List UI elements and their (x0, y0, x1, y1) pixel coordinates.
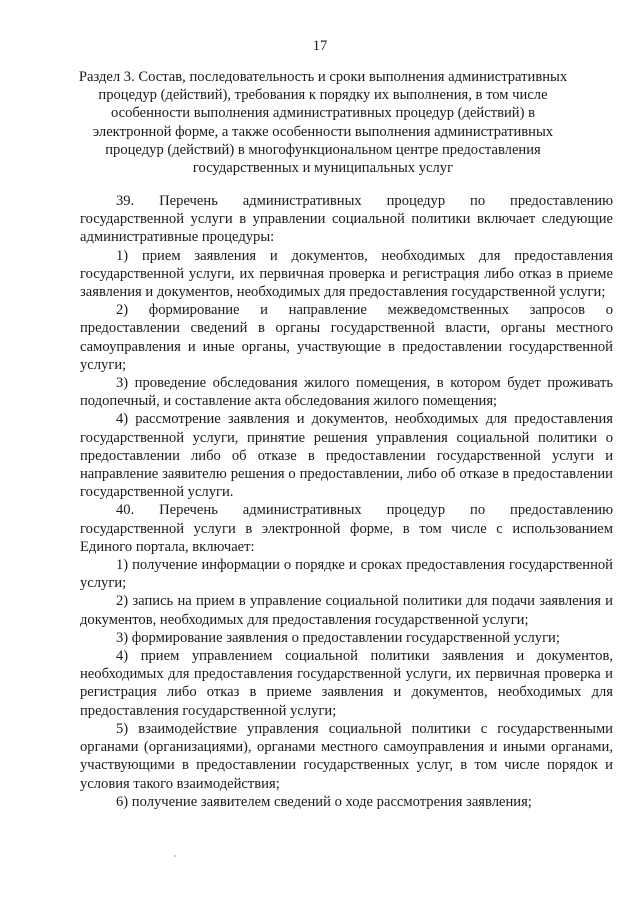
list-item-40-2: 2) запись на прием в управление социальной политики для подачи заявления и документов, необходимых для предоставления государственной услуги; (80, 593, 613, 628)
scan-artifact-dot (174, 855, 176, 857)
list-item-39-2: 2) формирование и направление межведомственных запросов о предоставлении сведений в органы государственной власти, органы местного самоуправления и иные органы, участвующие в предоставлении государственной услуги; (80, 302, 613, 373)
list-item-40-1: 1) получение информации о порядке и сроках предоставления государственной услуги; (80, 557, 613, 592)
list-item-39-1: 1) прием заявления и документов, необходимых для предоставления государственной услуги, их первичная проверка и регистрация либо отказ в приеме заявления и документов, необходимых для предоставления государственной услуги; (80, 247, 613, 301)
list-item-40-3: 3) формирование заявления о предоставлении государственной услуги; (116, 629, 560, 646)
paragraph-39-intro: 39. Перечень административных процедур по предоставлению государственной услуги в управлении социальной политики включает следующие административные процедуры: (80, 193, 613, 246)
page-number: 17 (312, 38, 328, 54)
list-item-40-6: 6) получение заявителем сведений о ходе рассмотрения заявления; (116, 793, 532, 810)
list-item-40-5: 5) взаимодействие управления социальной политики с государственными органами (организациями), органами местного самоуправления и иными органами, участвующими в предоставлении государственных услуг, в том числе порядок и условия такого взаимодействия; (80, 720, 613, 792)
paragraph-40-intro: 40. Перечень административных процедур по предоставлению государственной услуги в электронной форме, в том числе с использованием Единого портала, включает: (80, 502, 613, 555)
list-item-40-4: 4) прием управлением социальной политики заявления и документов, необходимых для предоставления государственной услуги, их первичная проверка и регистрация либо отказ в приеме заявления и документов, необходимых для предоставления государственной услуги; (80, 648, 613, 719)
list-item-39-4: 4) рассмотрение заявления и документов, необходимых для предоставления государственной услуги, принятие решения управления социальной политики о предоставлении либо об отказе в предоставлении государственной услуги и направление заявителю решения о предоставлении, либо об отказе в предоставлении государственной услуги. (80, 411, 613, 501)
body-text (80, 192, 613, 811)
section-heading: Раздел 3. Состав, последовательность и сроки выполнения административных процедур (действий), требования к порядку их выполнения, в том числе особенности выполнения административных процедур (действий) в электронной форме, а также особенности выполнения административных процедур (действий) в многофункциональном центре предоставления государственных и муниципальных услуг (78, 69, 568, 177)
list-item-39-3: 3) проведение обследования жилого помещения, в котором будет проживать подопечный, и составление акта обследования жилого помещения; (80, 375, 613, 410)
